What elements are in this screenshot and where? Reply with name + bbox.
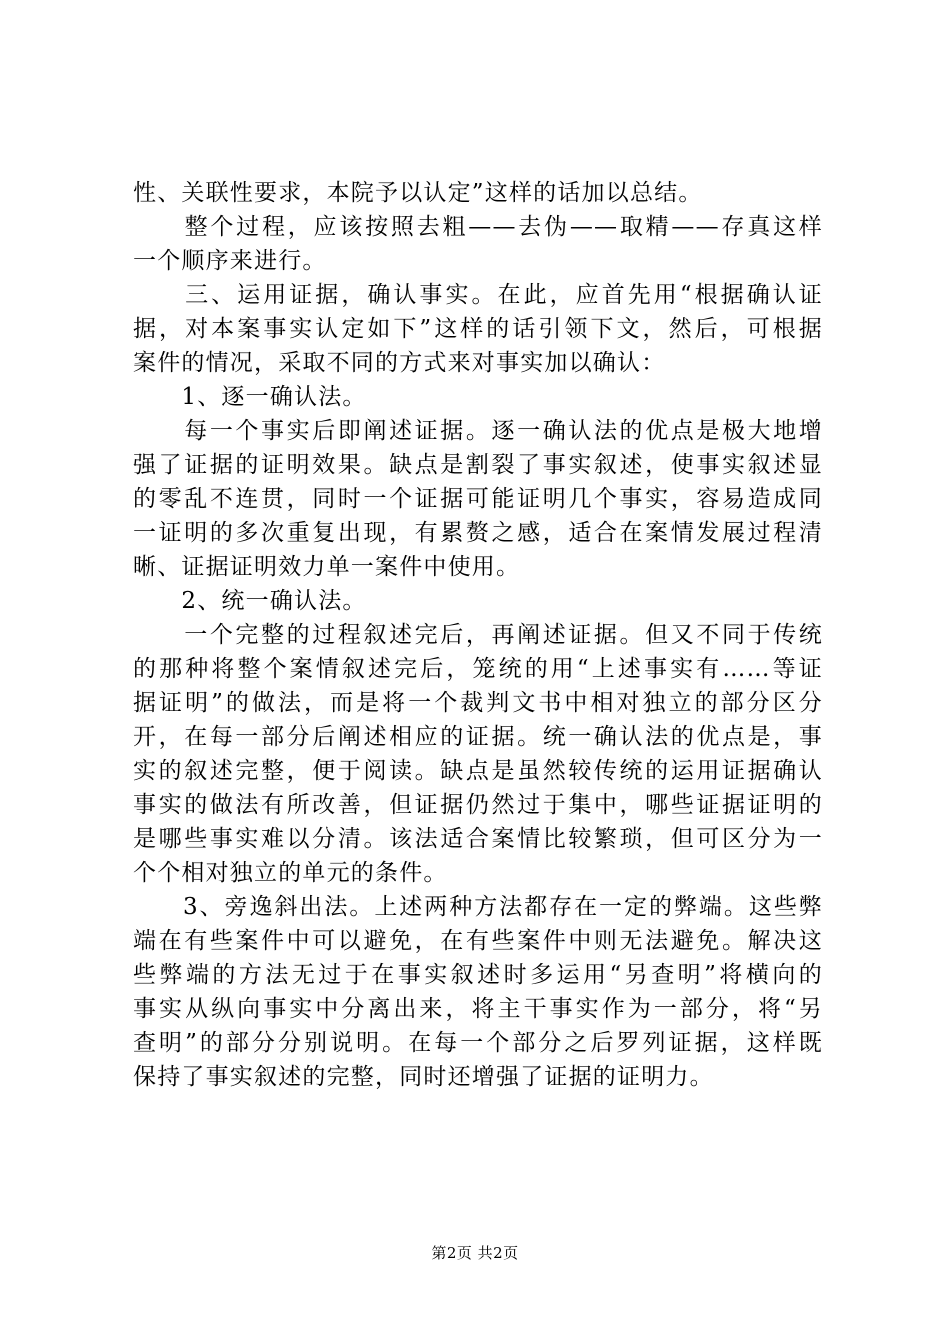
text-line: 的那种将整个案情叙述完后，笼统的用“上述事实有……等证 bbox=[133, 656, 823, 682]
text-line: 一证明的多次重复出现，有累赘之感，适合在案情发展过程清 bbox=[133, 520, 823, 546]
text-line: 事实的做法有所改善，但证据仍然过于集中，哪些证据证明的 bbox=[133, 792, 823, 818]
text-line: 些弊端的方法无过于在事实叙述时多运用“另查明”将横向的 bbox=[133, 962, 823, 988]
text-line: 强了证据的证明效果。缺点是割裂了事实叙述，使事实叙述显 bbox=[133, 452, 823, 478]
page-footer: 第2页 共2页 bbox=[431, 1244, 519, 1262]
text-line: 查明”的部分分别说明。在每一个部分之后罗列证据，这样既 bbox=[133, 1030, 823, 1056]
text-line: 实的叙述完整，便于阅读。缺点是虽然较传统的运用证据确认 bbox=[133, 758, 823, 784]
text-line: 一个顺序来进行。 bbox=[133, 248, 327, 274]
text-line: 案件的情况，采取不同的方式来对事实加以确认： bbox=[133, 350, 666, 376]
text-line: 1、逐一确认法。 bbox=[133, 384, 367, 410]
body-text bbox=[133, 176, 823, 1094]
text-line: 是哪些事实难以分清。该法适合案情比较繁琐，但可区分为一 bbox=[133, 826, 823, 852]
text-line: 晰、证据证明效力单一案件中使用。 bbox=[133, 554, 521, 580]
text-line: 保持了事实叙述的完整，同时还增强了证据的证明力。 bbox=[133, 1064, 714, 1090]
text-line: 事实从纵向事实中分离出来，将主干事实作为一部分，将“另 bbox=[133, 996, 823, 1022]
text-line: 2、统一确认法。 bbox=[133, 588, 367, 614]
text-line: 三、运用证据，确认事实。在此，应首先用“根据确认证 bbox=[133, 282, 823, 308]
text-line: 开，在每一部分后阐述相应的证据。统一确认法的优点是，事 bbox=[133, 724, 823, 750]
text-line: 一个完整的过程叙述完后，再阐述证据。但又不同于传统 bbox=[133, 622, 823, 648]
text-line: 据，对本案事实认定如下”这样的话引领下文，然后，可根据 bbox=[133, 316, 823, 342]
text-line: 3、旁逸斜出法。上述两种方法都存在一定的弊端。这些弊 bbox=[133, 894, 823, 920]
text-line: 端在有些案件中可以避免，在有些案件中则无法避免。解决这 bbox=[133, 928, 823, 954]
text-line: 个个相对独立的单元的条件。 bbox=[133, 860, 448, 886]
text-line: 的零乱不连贯，同时一个证据可能证明几个事实，容易造成同 bbox=[133, 486, 823, 512]
text-line: 每一个事实后即阐述证据。逐一确认法的优点是极大地增 bbox=[133, 418, 823, 444]
text-line: 整个过程，应该按照去粗——去伪——取精——存真这样 bbox=[133, 214, 823, 240]
text-line: 据证明”的做法，而是将一个裁判文书中相对独立的部分区分 bbox=[133, 690, 823, 716]
text-line: 性、关联性要求，本院予以认定”这样的话加以总结。 bbox=[133, 180, 703, 206]
